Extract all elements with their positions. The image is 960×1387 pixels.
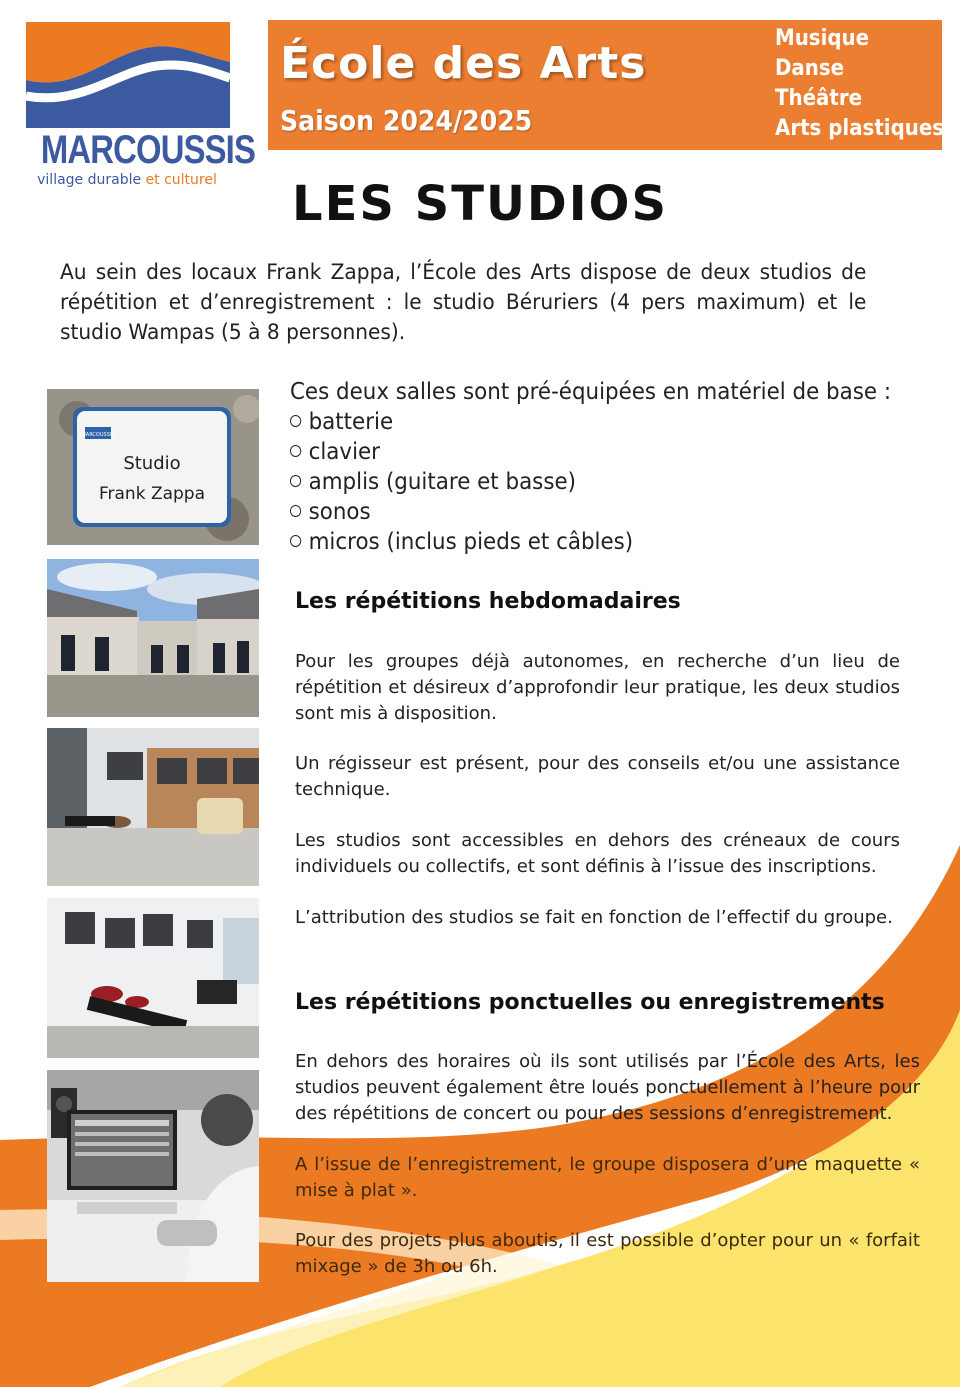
page-title: LES STUDIOS <box>291 176 669 232</box>
weekly-paragraph: Pour les groupes déjà autonomes, en recherche d’un lieu de répétition et désireux d’approfondir leur pratique, les deux studios sont mis à disposition. <box>295 651 900 724</box>
courtyard-image <box>47 559 259 717</box>
weekly-paragraph: L’attribution des studios se fait en fonction de l’effectif du groupe. <box>295 907 893 928</box>
weekly-paragraph: Les studios sont accessibles en dehors des créneaux de cours individuels ou collectifs, et sont définis à l’issue des inscriptions. <box>295 830 900 877</box>
logo-wave-mark <box>26 22 230 128</box>
equipment-section <box>290 377 930 557</box>
occasional-paragraph: Pour des projets plus aboutis, il est possible d’opter pour un « forfait mixage » de 3h ou 6h. <box>295 1230 920 1277</box>
photo-courtyard <box>47 559 259 717</box>
photo-studio-room-1 <box>47 728 259 886</box>
weekly-paragraph: Un régisseur est présent, pour des conseils et/ou une assistance technique. <box>295 753 900 800</box>
logo-tagline: village durable et culturel <box>37 172 217 188</box>
list-item: clavier <box>290 437 885 467</box>
recording-image <box>47 1070 259 1282</box>
discipline-item: Musique <box>775 26 870 51</box>
season-label: Saison 2024/2025 <box>280 104 533 137</box>
weekly-section-title: Les répétitions hebdomadaires <box>295 589 681 614</box>
occasional-paragraph: En dehors des horaires où ils sont utilisés par l’École des Arts, les studios peuvent également être loués ponctuellement à l’heure pour des répétitions de concert ou pour des sessions d’enregistrement. <box>295 1051 920 1124</box>
studio-room-image <box>47 728 259 886</box>
discipline-item: Théâtre <box>775 86 863 111</box>
circle-bullet-icon <box>290 415 301 427</box>
equipment-list <box>290 407 930 557</box>
list-item: sonos <box>290 497 885 527</box>
circle-bullet-icon <box>290 445 301 457</box>
school-title: École des Arts <box>280 38 647 89</box>
photo-studio-room-2 <box>47 898 259 1058</box>
disciplines-list <box>775 24 945 144</box>
circle-bullet-icon <box>290 535 301 547</box>
drums-room-image <box>47 898 259 1058</box>
discipline-item: Danse <box>775 56 845 81</box>
list-item: batterie <box>290 407 885 437</box>
circle-bullet-icon <box>290 475 301 487</box>
list-item: micros (inclus pieds et câbles) <box>290 527 885 557</box>
circle-bullet-icon <box>290 505 301 517</box>
photo-recording-session <box>47 1070 259 1282</box>
studio-sign-image <box>47 389 259 545</box>
occasional-section-title: Les répétitions ponctuelles ou enregistrements <box>295 990 885 1015</box>
equipment-lead: Ces deux salles sont pré-équipées en matériel de base : <box>290 379 892 405</box>
sign-line-1: Studio <box>123 453 181 474</box>
svg-text:MARCOUSSIS: MARCOUSSIS <box>81 432 115 438</box>
logo-name: MARCOUSSIS <box>40 128 256 172</box>
intro-paragraph: Au sein des locaux Frank Zappa, l’École des Arts dispose de deux studios de répétition et d’enregistrement : le studio Béruriers (4 pers maximum) et le studio Wampas (5 à 8 personnes). <box>60 260 867 344</box>
header-banner <box>268 20 945 150</box>
sign-line-2: Frank Zappa <box>98 484 206 504</box>
discipline-item: Arts plastiques <box>775 116 945 141</box>
photo-studio-sign <box>47 389 259 545</box>
list-item: amplis (guitare et basse) <box>290 467 885 497</box>
occasional-paragraph: A l’issue de l’enregistrement, le groupe disposera d’une maquette « mise à plat ». <box>295 1154 920 1201</box>
